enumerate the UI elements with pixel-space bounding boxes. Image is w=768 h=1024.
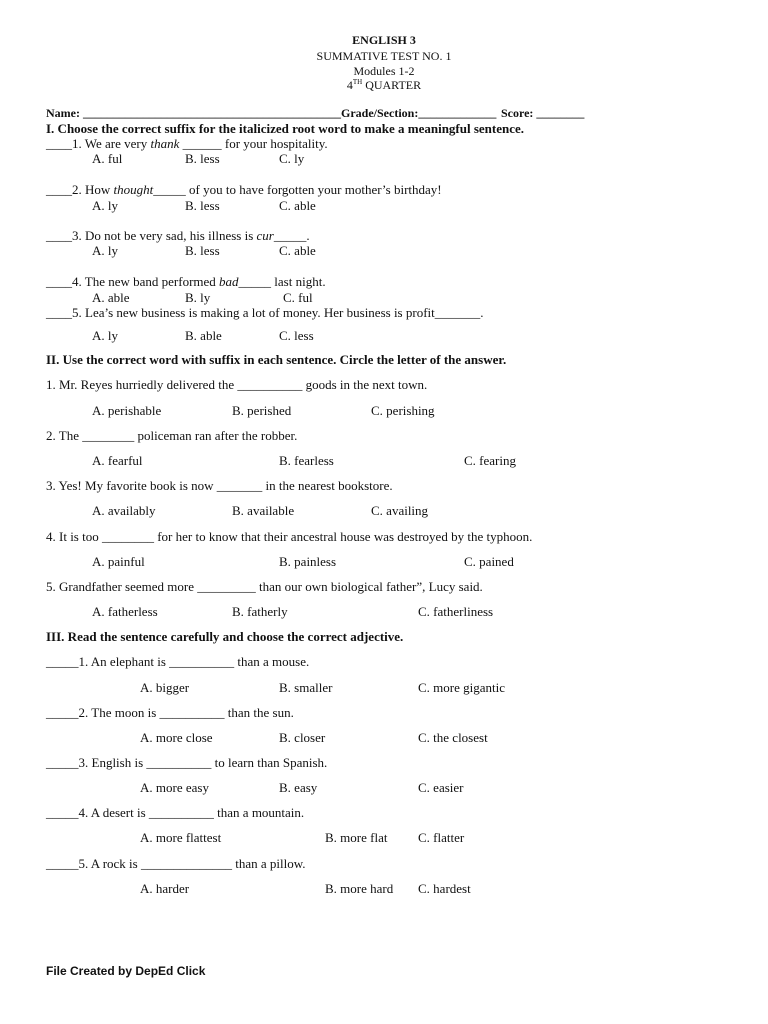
- option-b: B. less: [185, 151, 220, 166]
- option-b: B. painless: [279, 554, 337, 569]
- score-field-label: Score: ________: [501, 106, 585, 120]
- option-a: A. ful: [92, 151, 123, 166]
- option-b: B. less: [185, 198, 220, 213]
- option-c: C. able: [279, 243, 316, 258]
- option-b: B. available: [232, 503, 295, 518]
- option-b: B. closer: [279, 730, 326, 745]
- option-b: B. perished: [232, 403, 292, 418]
- option-a: A. fearful: [92, 453, 143, 468]
- option-c: C. flatter: [418, 830, 465, 845]
- part1-question-2: ____2. How thought_____ of you to have forgotten your mother’s birthday!: [46, 182, 442, 197]
- option-a: A. ly: [92, 198, 118, 213]
- part3-question-1: _____1. An elephant is __________ than a mouse.: [46, 654, 310, 669]
- part3-instruction: III. Read the sentence carefully and choose the correct adjective.: [46, 629, 404, 644]
- option-c: C. the closest: [418, 730, 488, 745]
- option-b: B. fatherly: [232, 604, 288, 619]
- option-c: C. able: [279, 198, 316, 213]
- option-a: A. more close: [140, 730, 213, 745]
- option-c: C. fearing: [464, 453, 516, 468]
- option-c: C. less: [279, 328, 314, 343]
- option-c: C. more gigantic: [418, 680, 506, 695]
- part1-question-3: ____3. Do not be very sad, his illness is cur_____.: [46, 228, 310, 243]
- option-c: C. ful: [283, 290, 313, 305]
- part1-instruction: I. Choose the correct suffix for the italicized root word to make a meaningful sentence.: [46, 121, 525, 136]
- part2-question-2: 2. The ________ policeman ran after the robber.: [46, 428, 298, 443]
- test-subject: ENGLISH 3: [352, 33, 416, 47]
- option-b: B. easy: [279, 780, 318, 795]
- part2-question-1: 1. Mr. Reyes hurriedly delivered the __________ goods in the next town.: [46, 377, 428, 392]
- test-quarter: 4TH QUARTER: [346, 78, 422, 92]
- part1-question-5: ____5. Lea’s new business is making a lot of money. Her business is profit_______.: [46, 305, 484, 320]
- test-title: SUMMATIVE TEST NO. 1: [316, 49, 452, 63]
- option-c: C. fatherliness: [418, 604, 494, 619]
- option-a: A. more flattest: [140, 830, 222, 845]
- option-c: C. pained: [464, 554, 514, 569]
- part2-instruction: II. Use the correct word with suffix in each sentence. Circle the letter of the answer.: [46, 352, 507, 367]
- part3-question-3: _____3. English is __________ to learn than Spanish.: [46, 755, 328, 770]
- option-c: C. availing: [371, 503, 429, 518]
- option-b: B. ly: [185, 290, 211, 305]
- option-a: A. harder: [140, 881, 190, 896]
- option-b: B. fearless: [279, 453, 334, 468]
- option-a: A. fatherless: [92, 604, 158, 619]
- option-a: A. bigger: [140, 680, 190, 695]
- option-a: A. able: [92, 290, 130, 305]
- option-a: A. perishable: [92, 403, 162, 418]
- option-a: A. more easy: [140, 780, 209, 795]
- option-c: C. hardest: [418, 881, 471, 896]
- option-b: B. smaller: [279, 680, 333, 695]
- option-c: C. ly: [279, 151, 305, 166]
- option-c: C. easier: [418, 780, 464, 795]
- part3-question-5: _____5. A rock is ______________ than a pillow.: [46, 856, 306, 871]
- grade-section-field-label: Grade/Section:_____________: [341, 106, 497, 120]
- option-a: A. ly: [92, 328, 118, 343]
- option-a: A. painful: [92, 554, 145, 569]
- option-b: B. less: [185, 243, 220, 258]
- part2-question-5: 5. Grandfather seemed more _________ than our own biological father”, Lucy said.: [46, 579, 483, 594]
- part3-question-2: _____2. The moon is __________ than the sun.: [46, 705, 294, 720]
- part2-question-4: 4. It is too ________ for her to know that their ancestral house was destroyed by the typhoon.: [46, 529, 533, 544]
- test-modules: Modules 1-2: [353, 64, 415, 78]
- option-a: A. ly: [92, 243, 118, 258]
- option-c: C. perishing: [371, 403, 435, 418]
- part1-question-4: ____4. The new band performed bad_____ last night.: [46, 274, 326, 289]
- option-a: A. availably: [92, 503, 156, 518]
- option-b: B. more flat: [325, 830, 388, 845]
- part2-question-3: 3. Yes! My favorite book is now _______ in the nearest bookstore.: [46, 478, 393, 493]
- footer-credit: File Created by DepEd Click: [46, 964, 206, 978]
- name-field-label: Name: ___________________________________________: [46, 106, 341, 120]
- part3-question-4: _____4. A desert is __________ than a mountain.: [46, 805, 305, 820]
- option-b: B. able: [185, 328, 222, 343]
- part1-question-1: ____1. We are very thank ______ for your hospitality.: [46, 136, 328, 151]
- option-b: B. more hard: [325, 881, 394, 896]
